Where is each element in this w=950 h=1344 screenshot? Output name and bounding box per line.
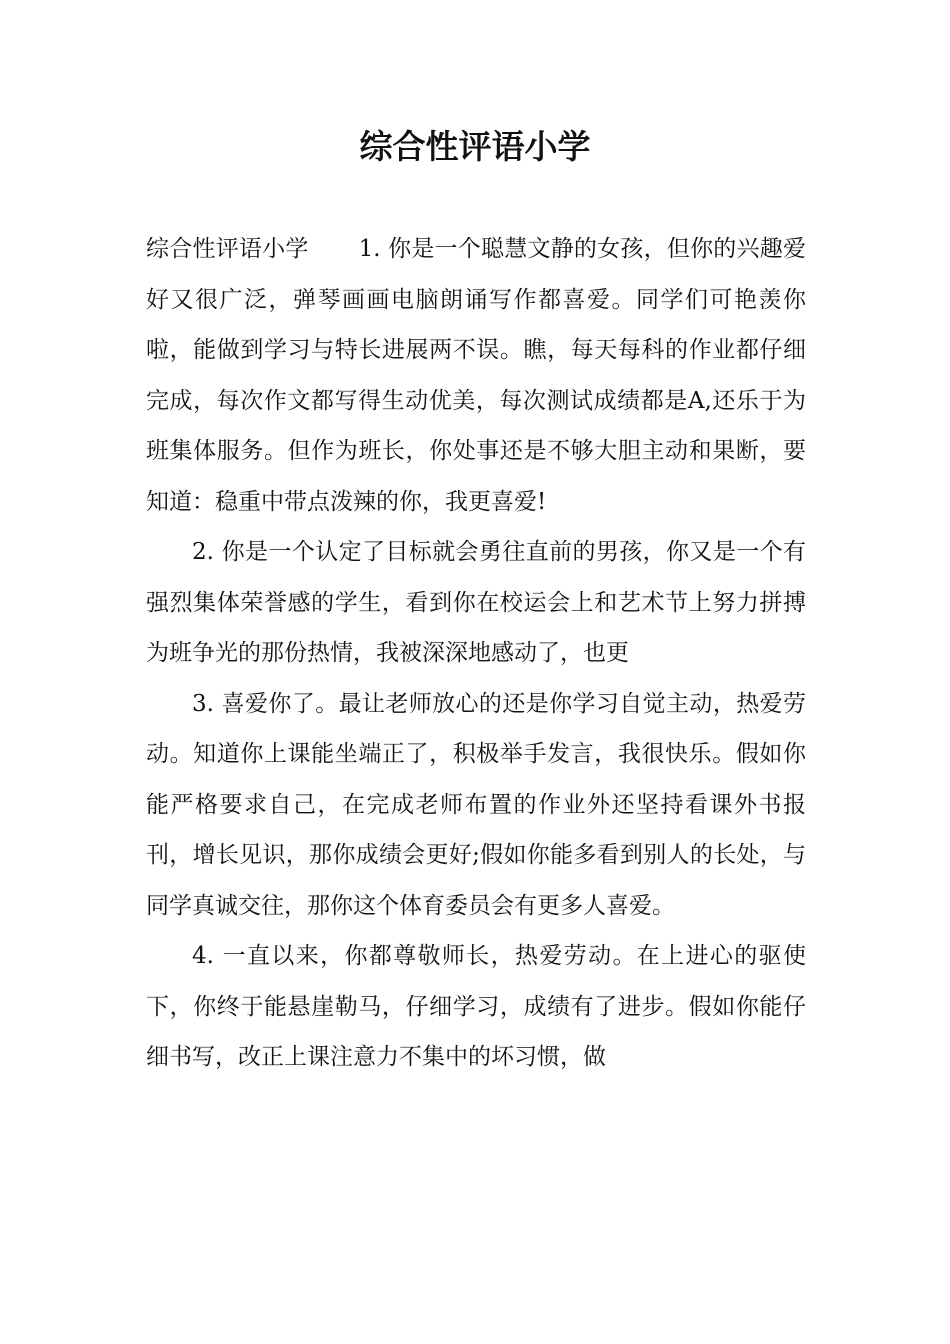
paragraph-1-text: 1. 你是一个聪慧文静的女孩，但你的兴趣爱好又很广泛，弹琴画画电脑朗诵写作都喜爱。同学们可艳羡你啦，能做到学习与特长进展两不误。瞧，每天每科的作业都仔细完成，每次作文都写得生动优美，每次测试成绩都是A,还乐于为班集体服务。但作为班长，你处事还是不够大胆主动和果断，要知道：稳重中带点泼辣的你，我更喜爱! <box>146 236 806 515</box>
paragraph-3: 3. 喜爱你了。最让老师放心的还是你学习自觉主动，热爱劳动。知道你上课能坐端正了，积极举手发言，我很快乐。假如你能严格要求自己，在完成老师布置的作业外还坚持看课外书报刊，增长见识，那你成绩会更好;假如你能多看到别人的长处，与同学真诚交往，那你这个体育委员会有更多人喜爱。 <box>146 690 806 919</box>
paragraph-2: 2. 你是一个认定了目标就会勇往直前的男孩，你又是一个有强烈集体荣誉感的学生，看到你在校运会上和艺术节上努力拼搏为班争光的那份热情，我被深深地感动了，也更 <box>146 539 806 666</box>
document-title: 综合性评语小学 <box>359 127 591 166</box>
document-body <box>146 224 806 1083</box>
paragraph-4: 4. 一直以来，你都尊敬师长，热爱劳动。在上进心的驱使下，你终于能悬崖勒马，仔细学习，成绩有了进步。假如你能仔细书写，改正上课注意力不集中的坏习惯，做 <box>146 943 806 1070</box>
paragraph-1 <box>146 224 806 527</box>
intro-label: 综合性评语小学 <box>146 236 309 262</box>
